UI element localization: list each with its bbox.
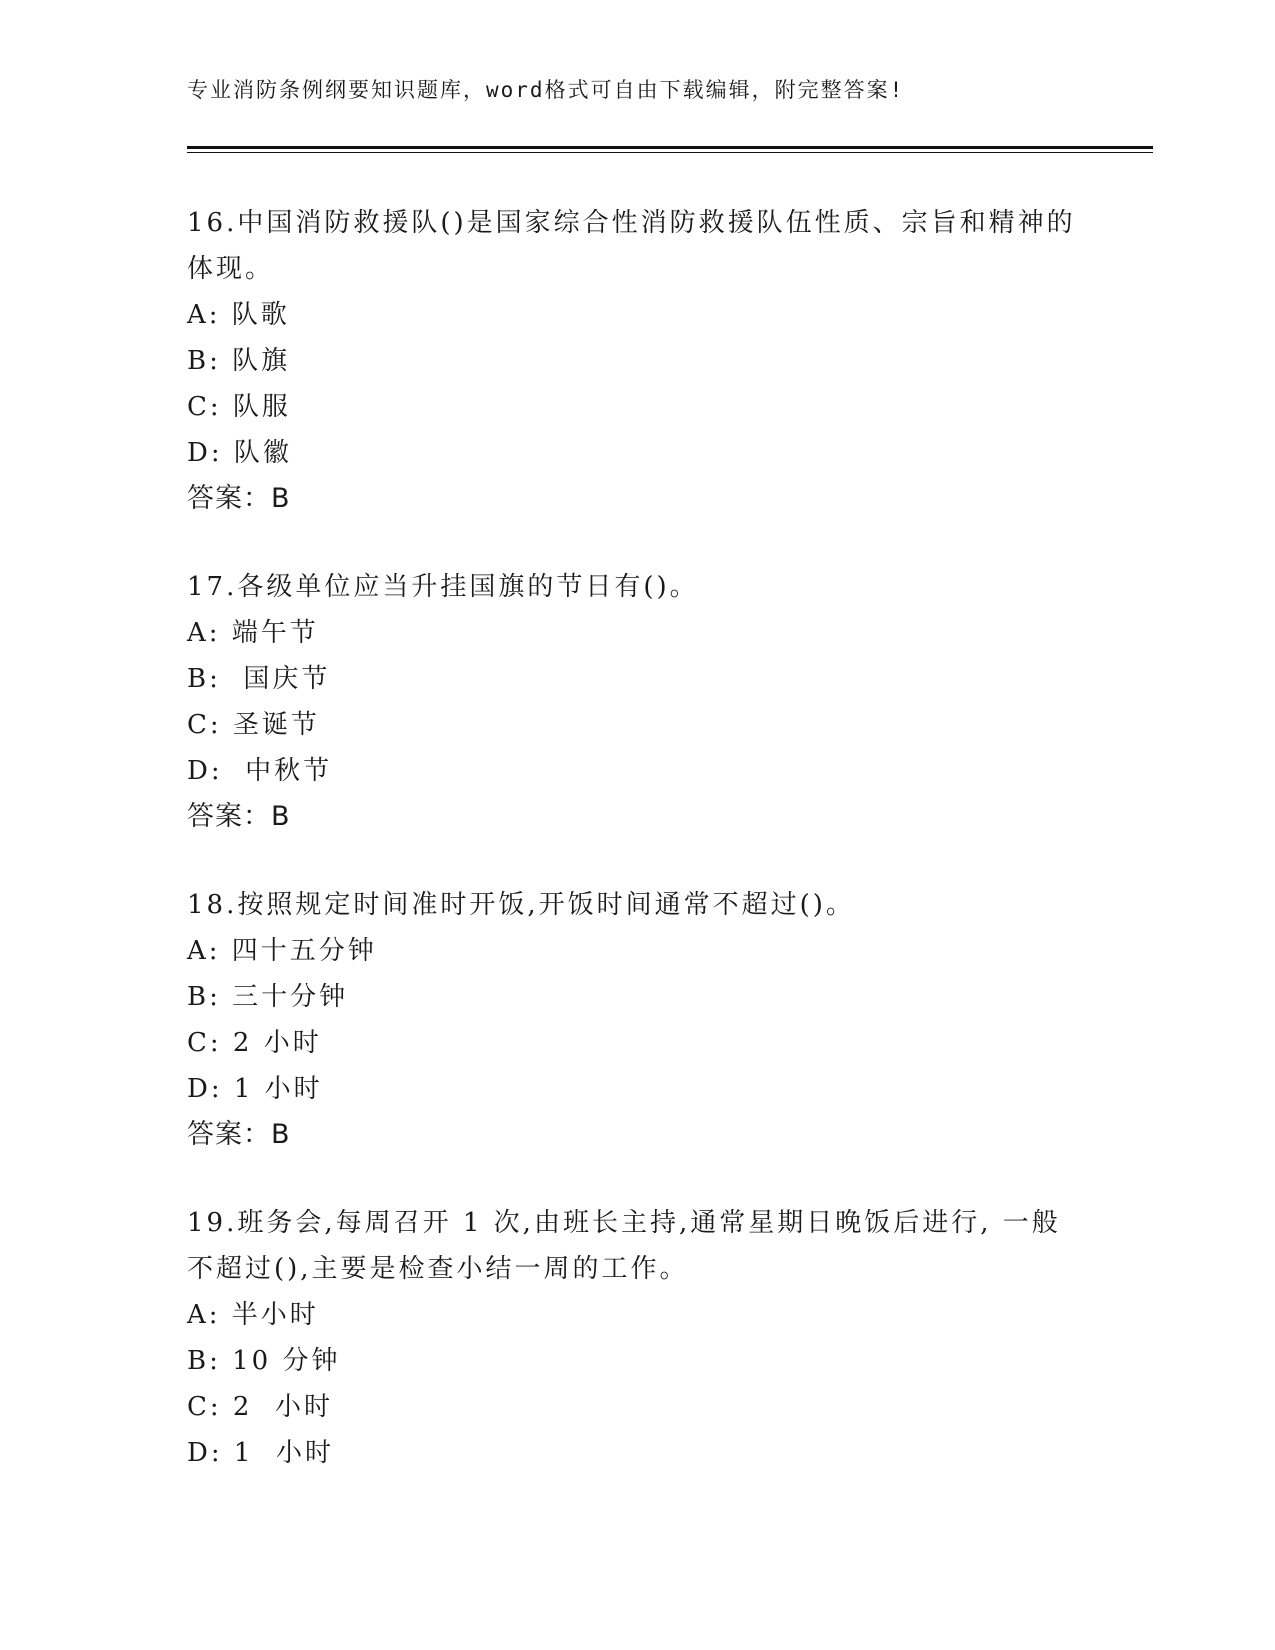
option-b: B: 10 分钟 (187, 1346, 341, 1376)
option-c: C: 队服 (187, 392, 291, 422)
option-a: A: 半小时 (187, 1300, 319, 1330)
question-stem: 16.中国消防救援队()是国家综合性消防救援队伍性质、宗旨和精神的体现。 (187, 208, 1076, 284)
question-stem: 18.按照规定时间准时开饭,开饭时间通常不超过()。 (187, 890, 855, 920)
option-a: A: 端午节 (187, 618, 319, 648)
answer-line: 答案：B (187, 801, 291, 832)
option-b: B: 队旗 (187, 346, 291, 376)
answer-line: 答案：B (187, 1119, 291, 1150)
option-a: A: 队歌 (187, 300, 290, 330)
option-c: C: 2 小时 (187, 1392, 333, 1422)
header-divider-thin (187, 152, 1153, 153)
option-c: C: 圣诞节 (187, 710, 320, 740)
option-d: D: 中秋节 (187, 756, 333, 786)
option-a: A: 四十五分钟 (187, 936, 377, 966)
option-b: B: 国庆节 (187, 664, 331, 694)
question-16 (187, 200, 1087, 522)
question-list (187, 200, 1087, 1518)
option-d: D: 1 小时 (187, 1074, 323, 1104)
option-d: D: 1 小时 (187, 1438, 334, 1468)
answer-line: 答案：B (187, 483, 291, 514)
question-stem: 17.各级单位应当升挂国旗的节日有()。 (187, 572, 699, 602)
header-divider-thick (187, 146, 1153, 149)
question-stem: 19.班务会,每周召开 1 次,由班长主持,通常星期日晚饭后进行, 一般不超过(),主要是检查小结一周的工作。 (187, 1208, 1061, 1284)
question-18 (187, 882, 1087, 1158)
page-header-text: 专业消防条例纲要知识题库，word格式可自由下载编辑，附完整答案! (187, 78, 905, 102)
question-17 (187, 564, 1087, 840)
option-d: D: 队徽 (187, 438, 292, 468)
option-c: C: 2 小时 (187, 1028, 322, 1058)
question-19 (187, 1200, 1087, 1476)
option-b: B: 三十分钟 (187, 982, 349, 1012)
